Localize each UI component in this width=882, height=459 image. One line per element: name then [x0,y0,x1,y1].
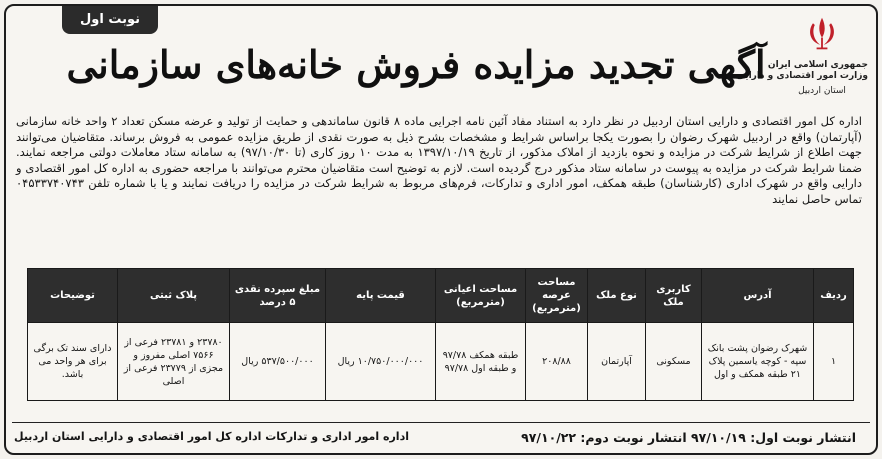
ministry-logo-block [736,14,868,118]
iran-emblem-icon [804,14,840,54]
header-notes: توضیحات [28,269,118,323]
cell-building-area: طبقه همکف ۹۷/۷۸ و طبقه اول ۹۷/۷۸ [436,323,526,401]
header-base-price: قیمت پایه [326,269,436,323]
cell-usage: مسکونی [646,323,702,401]
property-table-wrap [28,268,854,401]
table-header-row [28,269,854,323]
org-name-line2: وزارت امور اقتصادی و دارایی [736,71,868,81]
first-turn-badge: نوبت اول [62,6,158,34]
cell-address: شهرک رضوان پشت بانک سپه - کوچه یاسمین پلاک ۲۱ طبقه همکف و اول [702,323,814,401]
cell-notes: دارای سند تک برگی برای هر واحد می باشد. [28,323,118,401]
announcement-body [16,114,862,207]
org-province: استان اردبیل [798,86,846,96]
publish-dates: انتشار نوبت اول: ۹۷/۱۰/۱۹ انتشار نوبت دوم: ۹۷/۱۰/۲۲ [521,430,856,445]
cell-plaque: ۲۳۷۸۰ و ۲۳۷۸۱ فرعی از ۷۵۶۶ اصلی مفروز و مجزی از ۲۳۷۷۹ فرعی از اصلی [118,323,230,401]
header-type: نوع ملک [588,269,646,323]
cell-type: آپارتمان [588,323,646,401]
property-table [27,268,854,401]
title-area [66,36,766,94]
header-building-area: مساحت اعیانی (مترمربع) [436,269,526,323]
header-address: آدرس [702,269,814,323]
header-plaque: پلاک ثبتی [118,269,230,323]
table-row [28,323,854,401]
body-paragraph: اداره کل امور اقتصادی و دارایی استان اردبیل در نظر دارد به استناد مفاد آئین نامه اجرایی ماده ۸ قانون ساماندهی و حمایت از تولید و عرضه مسکن تعداد ۲ واحد خانه سازمانی (آپارتمان) واقع در اردبیل شهرک رضوان را بصورت یکجا براساس شرایط و مشخصات بشرح ذیل به صورت نقدی از طریق مزایده عمومی به فروش برساند. متقاضیان می‌توانند جهت اطلاع از شرایط شرکت در مزایده و نحوه بازدید از املاک مذکور، از تاریخ ۱۳۹۷/۱۰/۱۹ به مدت ۱۰ روز کاری (تا ۹۷/۱۰/۳۰) به سامانه ستاد معاملات دولتی مراجعه نمایند. ضمنا شرایط شرکت در مزایده به پیوست در سامانه ستاد مذکور درج گردیده است. لازم به توضیح است متقاضیان محترم می‌توانند با مراجعه حضوری به اداره کل امور اقتصادی و دارایی واقع در شهرک اداری (کارشناسان) طبقه همکف، امور اداری و تدارکات، فرم‌های مربوط به شرایط شرکت در مزایده را دریافت نمایند و یا با شماره تلفن ۰۴۵۳۳۷۴۰۷۴۳ تماس حاصل نمایند [16,114,863,206]
cell-index: ۱ [814,323,854,401]
issuer-signature: اداره امور اداری و تدارکات اداره کل امور اقتصادی و دارایی استان اردبیل [14,430,409,443]
cell-deposit: ۵۳۷/۵۰۰/۰۰۰ ریال [230,323,326,401]
header-deposit: مبلغ سپرده نقدی ۵ درصد [230,269,326,323]
footer-divider [12,422,870,423]
page-title: آگهی تجدید مزایده فروش خانه‌های سازمانی [66,42,766,87]
header-land-area: مساحت عرصه (مترمربع) [526,269,588,323]
org-name-line1: جمهوری اسلامی ایران [767,60,868,70]
cell-base-price: ۱۰/۷۵۰/۰۰۰/۰۰۰ ریال [326,323,436,401]
announcement-frame [4,4,878,455]
header-index: ردیف [814,269,854,323]
header-usage: کاربری ملک [646,269,702,323]
cell-land-area: ۲۰۸/۸۸ [526,323,588,401]
